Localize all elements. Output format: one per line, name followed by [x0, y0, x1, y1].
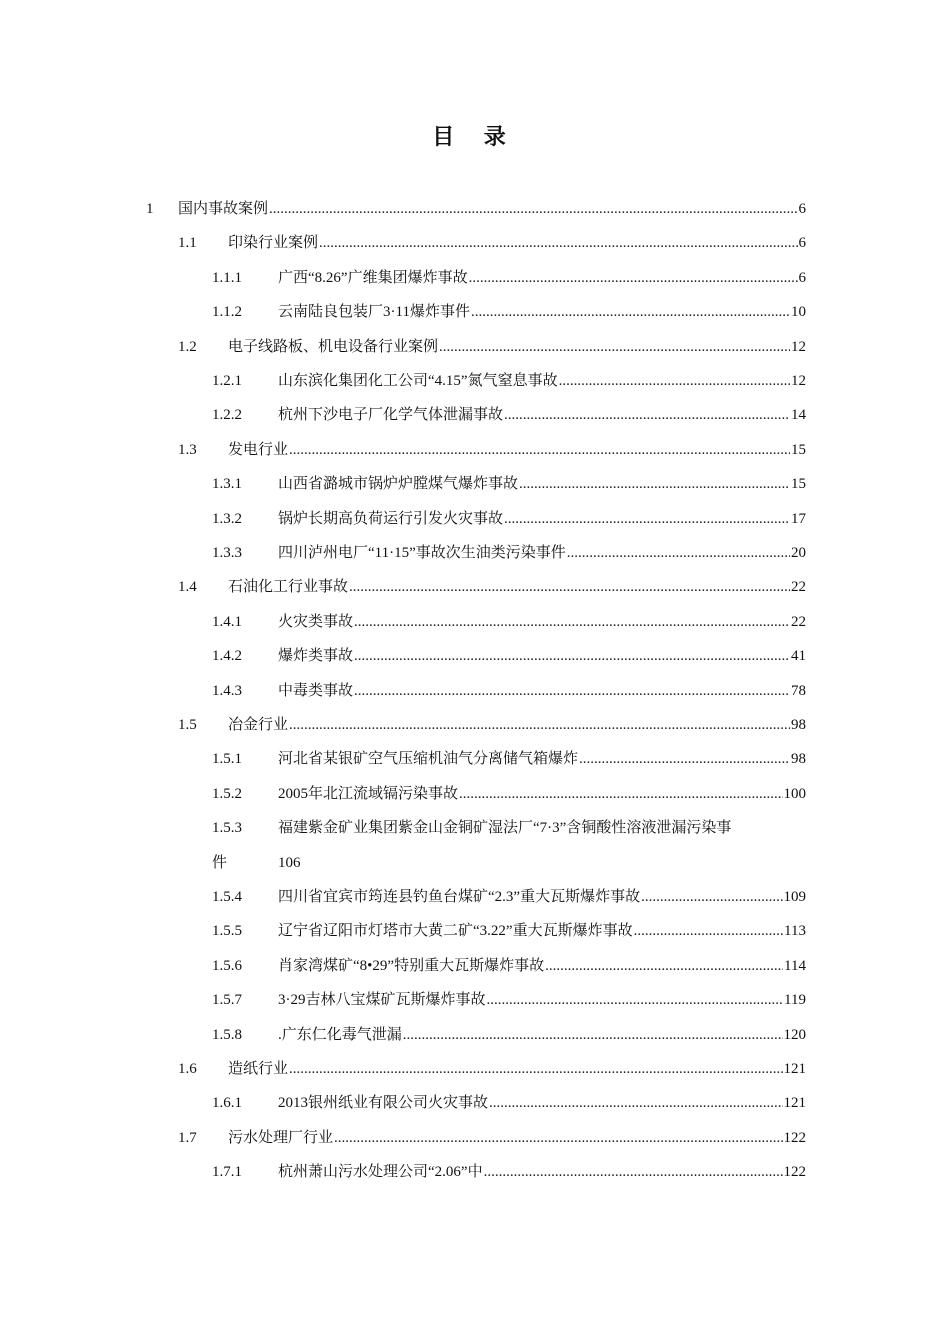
toc-entry-number: 1.1 — [178, 235, 197, 252]
toc-dot-leader — [439, 330, 790, 364]
toc-entry-level2[interactable] — [178, 226, 806, 260]
toc-entry-page: 6 — [798, 235, 806, 252]
toc-entry-page: 12 — [791, 373, 806, 389]
toc-dot-leader — [459, 777, 782, 811]
toc-entry-level2[interactable] — [178, 330, 806, 364]
toc-entry-title: 广西“8.26”广维集团爆炸事故 — [278, 269, 468, 286]
toc-dot-leader — [334, 1121, 782, 1155]
toc-entry-title: 污水处理厂行业 — [228, 1129, 334, 1146]
toc-entry-page: 10 — [791, 304, 806, 321]
toc-entry-number: 1 — [146, 201, 154, 217]
toc-entry-title: 山东滨化集团化工公司“4.15”氮气窒息事故 — [278, 373, 558, 389]
toc-entry-level3[interactable] — [212, 639, 806, 673]
toc-dot-leader — [269, 192, 797, 226]
toc-dot-leader — [484, 1155, 783, 1189]
toc-entry-level3[interactable] — [212, 467, 806, 501]
toc-entry-level3[interactable] — [212, 398, 806, 432]
toc-entry-title: 电子线路板、机电设备行业案例 — [228, 338, 439, 355]
toc-entry-page: 22 — [791, 613, 806, 630]
toc-entry-level3[interactable] — [212, 536, 806, 570]
toc-entry-number: 1.5.4 — [212, 889, 242, 905]
toc-entry-title: 杭州萧山污水处理公司“2.06”中 — [278, 1164, 483, 1181]
toc-entry-page: 113 — [784, 923, 806, 940]
toc-dot-leader — [634, 914, 783, 948]
toc-dot-leader — [349, 570, 790, 604]
toc-entry-title: 肖家湾煤矿“8•29”特别重大瓦斯爆炸事故 — [278, 957, 545, 974]
toc-entry-title: 造纸行业 — [228, 1061, 289, 1077]
toc-dot-leader — [403, 1018, 783, 1052]
toc-entry-title: 四川泸州电厂“11·15”事故次生油类污染事件 — [278, 545, 566, 561]
toc-entry-title: 印染行业案例 — [228, 235, 319, 252]
toc-entry-title: 爆炸类事故 — [278, 648, 354, 665]
toc-dot-leader — [319, 226, 797, 260]
toc-entry-level2[interactable] — [178, 570, 806, 604]
toc-entry-level3[interactable] — [212, 502, 806, 536]
toc-entry-title: 发电行业 — [228, 441, 289, 458]
toc-entry-continuation[interactable] — [212, 846, 301, 880]
toc-entry-number: 1.7.1 — [212, 1164, 242, 1181]
toc-entry-page: 14 — [791, 407, 806, 424]
toc-dot-leader — [641, 880, 782, 914]
toc-entry-title: 云南陆良包装厂3·11爆炸事件 — [278, 304, 470, 321]
toc-entry-page: 15 — [791, 441, 806, 458]
toc-entry-title: 山西省潞城市锅炉炉膛煤气爆炸事故 — [278, 476, 519, 493]
toc-entry-page: 41 — [791, 648, 806, 665]
toc-title: 目 录 — [432, 124, 518, 149]
toc-entry-number: 1.2.2 — [212, 407, 242, 424]
toc-entry-number: 1.5.1 — [212, 751, 242, 768]
toc-dot-leader — [489, 1086, 782, 1120]
toc-dot-leader — [289, 433, 790, 467]
toc-entry-page: 6 — [798, 201, 806, 217]
toc-entry-number: 1.1.1 — [212, 269, 242, 286]
toc-entry-level3[interactable] — [212, 949, 806, 983]
toc-entry-number: 1.4.1 — [212, 613, 242, 630]
toc-entry-level3[interactable] — [212, 605, 806, 639]
toc-entry-title: 2005年北江流域镉污染事故 — [278, 785, 459, 802]
toc-entry-level2[interactable] — [178, 433, 806, 467]
toc-entry-number: 1.5.8 — [212, 1026, 242, 1043]
toc-entry-level3[interactable] — [212, 1155, 806, 1189]
toc-entry-level2[interactable] — [178, 1052, 806, 1086]
toc-dot-leader — [504, 398, 790, 432]
toc-entry-page: 120 — [783, 1026, 806, 1043]
toc-dot-leader — [579, 742, 790, 776]
toc-entry-level3[interactable] — [212, 914, 806, 948]
toc-dot-leader — [354, 639, 790, 673]
toc-entry-number: 1.5.3 — [212, 820, 242, 837]
toc-dot-leader — [469, 261, 798, 295]
toc-entry-page: 15 — [791, 476, 806, 493]
toc-entry-page: 12 — [791, 338, 806, 355]
toc-entry-page: 22 — [791, 579, 806, 596]
toc-entry-page: 78 — [791, 682, 806, 699]
toc-entry-level1[interactable] — [146, 192, 806, 226]
toc-entry-level3[interactable] — [212, 983, 806, 1017]
toc-entry-level3[interactable] — [212, 364, 806, 398]
toc-entry-page: 17 — [791, 510, 806, 527]
toc-entry-title: 福建紫金矿业集团紫金山金铜矿湿法厂“7·3”含铜酸性溶液泄漏污染事 — [278, 820, 732, 837]
toc-entry-title: 四川省宜宾市筠连县钓鱼台煤矿“2.3”重大瓦斯爆炸事故 — [278, 889, 641, 905]
toc-entry-number: 1.6.1 — [212, 1095, 242, 1112]
toc-entry-page: 122 — [783, 1129, 806, 1146]
toc-entry-level2[interactable] — [178, 708, 806, 742]
toc-entry-level3[interactable] — [212, 295, 806, 329]
toc-entry-page: 122 — [783, 1164, 806, 1181]
toc-entry-title: 锅炉长期高负荷运行引发火灾事故 — [278, 510, 504, 527]
toc-entry-level3[interactable] — [212, 674, 806, 708]
toc-entry-number: 1.5.2 — [212, 785, 242, 802]
toc-entry-number: 1.5.7 — [212, 992, 242, 1009]
toc-dot-leader — [289, 708, 790, 742]
toc-entry-number: 1.3 — [178, 441, 197, 458]
toc-entry-page: 6 — [798, 269, 806, 286]
toc-entry-number: 1.5.5 — [212, 923, 242, 940]
toc-dot-leader — [354, 605, 790, 639]
toc-entry-page: 106 — [278, 854, 301, 871]
toc-entry-level3[interactable] — [212, 811, 806, 845]
toc-entry-number: 1.3.3 — [212, 545, 242, 561]
toc-entry-number: 1.3.2 — [212, 510, 242, 527]
toc-dot-leader — [504, 502, 790, 536]
toc-entry-title: 中毒类事故 — [278, 682, 354, 699]
toc-dot-leader — [545, 949, 783, 983]
toc-entry-level3[interactable] — [212, 777, 806, 811]
toc-entry-level3[interactable] — [212, 1018, 806, 1052]
toc-entry-number: 1.2.1 — [212, 373, 242, 389]
toc-entry-number: 1.4.3 — [212, 682, 242, 699]
toc-dot-leader — [519, 467, 790, 501]
toc-entry-title: 杭州下沙电子厂化学气体泄漏事故 — [278, 407, 504, 424]
toc-entry-number: 1.7 — [178, 1129, 197, 1146]
toc-entry-number: 1.3.1 — [212, 476, 242, 493]
toc-entry-page: 121 — [783, 1095, 806, 1112]
toc-entry-number: 1.2 — [178, 338, 197, 355]
toc-entry-title: 石油化工行业事故 — [228, 579, 349, 596]
toc-entry-page: 20 — [791, 545, 806, 561]
toc-entry-level2[interactable] — [178, 1121, 806, 1155]
toc-entry-title: 河北省某银矿空气压缩机油气分离储气箱爆炸 — [278, 751, 579, 768]
toc-entry-title-continued: 件 — [212, 854, 228, 871]
toc-dot-leader — [289, 1052, 782, 1086]
toc-dot-leader — [567, 536, 790, 570]
toc-entry-level3[interactable] — [212, 742, 806, 776]
toc-entry-page: 100 — [783, 785, 806, 802]
toc-entry-number: 1.1.2 — [212, 304, 242, 321]
toc-entry-number: 1.5.6 — [212, 957, 242, 974]
toc-entry-page: 114 — [784, 957, 806, 974]
toc-entry-page: 98 — [791, 717, 806, 733]
toc-entry-title: 辽宁省辽阳市灯塔市大黄二矿“3.22”重大瓦斯爆炸事故 — [278, 923, 633, 940]
toc-entry-page: 119 — [784, 992, 806, 1009]
toc-entry-number: 1.6 — [178, 1061, 197, 1077]
toc-entry-number: 1.5 — [178, 717, 197, 733]
toc-dot-leader — [354, 674, 790, 708]
toc-entry-page: 109 — [783, 889, 806, 905]
toc-entry-title: 火灾类事故 — [278, 613, 354, 630]
toc-entry-number: 1.4 — [178, 579, 197, 596]
toc-entry-number: 1.4.2 — [212, 648, 242, 665]
toc-entry-page: 121 — [783, 1061, 806, 1077]
toc-entry-title: 冶金行业 — [228, 717, 289, 733]
toc-entry-level3[interactable] — [212, 880, 806, 914]
toc-entry-level3[interactable] — [212, 1086, 806, 1120]
toc-entry-title: 2013银州纸业有限公司火灾事故 — [278, 1095, 489, 1112]
toc-entry-level3[interactable] — [212, 261, 806, 295]
toc-entry-title: 国内事故案例 — [178, 201, 269, 217]
toc-entry-page: 98 — [791, 751, 806, 768]
toc-dot-leader — [559, 364, 790, 398]
toc-entry-title: 3·29吉林八宝煤矿瓦斯爆炸事故 — [278, 992, 486, 1009]
toc-dot-leader — [487, 983, 784, 1017]
toc-entry-title: .广东仁化毒气泄漏 — [278, 1026, 402, 1043]
toc-dot-leader — [471, 295, 790, 329]
